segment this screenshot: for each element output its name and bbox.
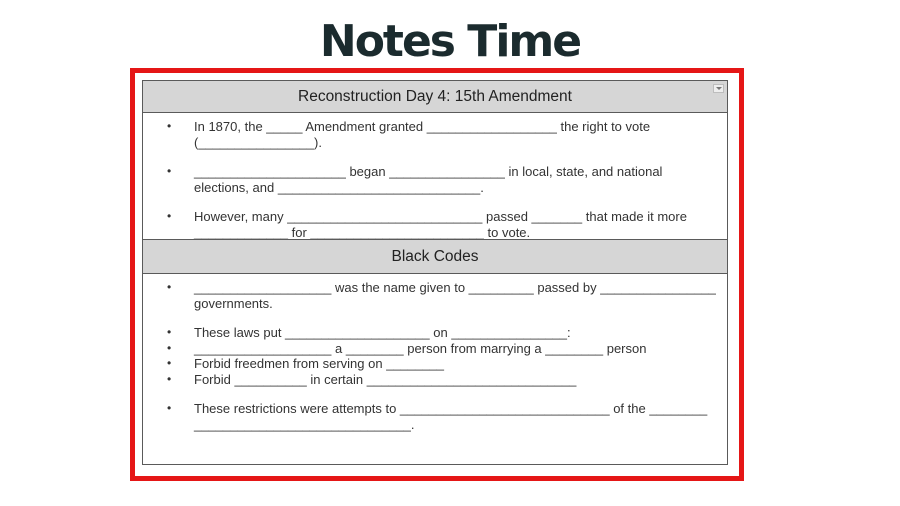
list-item: • _____________________ began ________________ in local, state, and national elections, and ____________________________.	[143, 164, 727, 195]
list-item: • These restrictions were attempts to _____________________________ of the ________ ______________________________.	[143, 401, 727, 432]
bullet-list-black-codes	[143, 274, 727, 432]
list-item: • Forbid freedmen from serving on ________	[143, 356, 727, 372]
list-item: • ___________________ was the name given to _________ passed by ________________ governments.	[143, 280, 727, 311]
notes-worksheet	[142, 80, 728, 465]
section-title: Reconstruction Day 4: 15th Amendment	[298, 88, 572, 105]
section-header-reconstruction	[143, 81, 727, 113]
highlight-frame	[130, 68, 744, 481]
dropdown-arrow-icon[interactable]	[713, 84, 724, 93]
section-title: Black Codes	[391, 248, 479, 265]
list-item: • In 1870, the _____ Amendment granted __________________ the right to vote (________________).	[143, 119, 727, 150]
section-header-black-codes	[143, 239, 727, 274]
list-item: • ___________________ a ________ person from marrying a ________ person	[143, 341, 727, 357]
bullet-list-reconstruction	[143, 113, 727, 239]
list-item: • However, many ___________________________ passed _______ that made it more _____________ for ________________________ to vote.	[143, 209, 727, 240]
list-item: • Forbid __________ in certain _____________________________	[143, 372, 727, 388]
list-item: • These laws put ____________________ on ________________:	[143, 325, 727, 341]
slide-title: Notes Time	[319, 16, 581, 67]
